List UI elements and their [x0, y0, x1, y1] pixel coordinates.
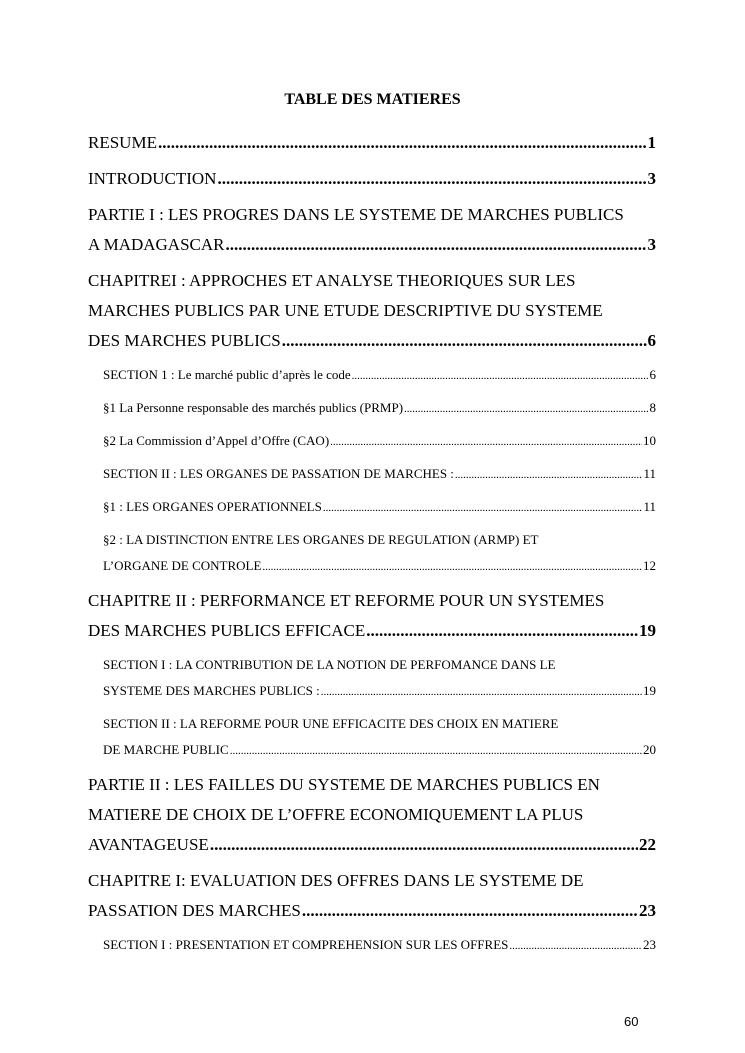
toc-entry-text: L’ORGANE DE CONTROLE: [103, 558, 262, 573]
dot-leader: [158, 128, 647, 158]
toc-page-number: 19: [643, 683, 656, 698]
toc-entry-text: PARTIE I : LES PROGRES DANS LE SYSTEME DE MARCHES PUBLICS: [88, 205, 624, 224]
toc-entry-text: A MADAGASCAR: [88, 235, 225, 254]
toc-page-number: 11: [643, 466, 656, 481]
toc-entry-text: INTRODUCTION: [88, 169, 217, 188]
toc-entry-last-line: [88, 830, 656, 860]
toc-page-number: 20: [643, 742, 656, 757]
toc-entry-text: CHAPITREI : APPROCHES ET ANALYSE THEORIQUES SUR LES: [88, 271, 576, 290]
toc-entry-text: SECTION I : PRESENTATION ET COMPREHENSION SUR LES OFFRES: [103, 937, 509, 952]
toc-page-number: 6: [649, 367, 656, 382]
toc-page-number: 1: [647, 133, 656, 152]
toc-entry-last-line: [103, 737, 656, 764]
toc-entry-last-line: [103, 553, 656, 580]
dot-leader: [321, 679, 642, 705]
toc-entry-last-line: [88, 616, 656, 646]
toc-entry-text: CHAPITRE I: EVALUATION DES OFFRES DANS LE SYSTEME DE: [88, 871, 584, 890]
dot-leader: [352, 363, 649, 389]
dot-leader: [282, 326, 647, 356]
toc-entry-text: §1 La Personne responsable des marchés publics (PRMP): [103, 400, 404, 415]
dot-leader: [366, 616, 638, 646]
toc-entry-last-line: [88, 164, 656, 194]
dot-leader: [455, 462, 643, 488]
toc-page-number: 3: [647, 169, 656, 188]
dot-leader: [509, 933, 642, 959]
toc-entry[interactable]: [103, 461, 656, 488]
toc-entry-text: MARCHES PUBLICS PAR UNE ETUDE DESCRIPTIVE DU SYSTEME: [88, 301, 603, 320]
toc-entry-text: PARTIE II : LES FAILLES DU SYSTEME DE MARCHES PUBLICS EN: [88, 775, 600, 794]
toc-entry[interactable]: [88, 128, 656, 158]
toc-entry[interactable]: [88, 266, 656, 356]
toc-entry[interactable]: [103, 428, 656, 455]
toc-entry-last-line: [103, 428, 656, 455]
page-number: 60: [624, 1014, 639, 1029]
dot-leader: [210, 830, 638, 860]
toc-entry-text: DES MARCHES PUBLICS EFFICACE: [88, 621, 366, 640]
toc-entry-last-line: [103, 494, 656, 521]
toc-entry[interactable]: [103, 711, 656, 764]
dot-leader: [217, 164, 646, 194]
toc-entry-text: §2 : LA DISTINCTION ENTRE LES ORGANES DE REGULATION (ARMP) ET: [103, 532, 539, 547]
toc-page-number: 23: [639, 901, 656, 920]
dot-leader: [330, 429, 642, 455]
dot-leader: [302, 896, 638, 926]
toc-entry[interactable]: [103, 494, 656, 521]
toc-entry[interactable]: [88, 200, 656, 260]
dot-leader: [262, 554, 642, 580]
toc-entry[interactable]: [103, 395, 656, 422]
toc-entry[interactable]: [103, 527, 656, 580]
toc-entry-last-line: [88, 230, 656, 260]
toc-entry-text: §2 La Commission d’Appel d’Offre (CAO): [103, 433, 330, 448]
toc-page-number: 12: [643, 558, 656, 573]
toc-entry-text: SECTION I : LA CONTRIBUTION DE LA NOTION DE PERFOMANCE DANS LE: [103, 657, 556, 672]
toc-entry-last-line: [103, 461, 656, 488]
toc-page-number: 3: [647, 235, 656, 254]
toc-entry-text: DE MARCHE PUBLIC: [103, 742, 229, 757]
toc-page-number: 23: [643, 937, 656, 952]
toc-entry[interactable]: [88, 164, 656, 194]
dot-leader: [230, 738, 642, 764]
toc-entry-last-line: [103, 395, 656, 422]
page-title: TABLE DES MATIERES: [284, 91, 461, 108]
dot-leader: [323, 495, 643, 521]
toc-page-number: 22: [639, 835, 656, 854]
toc-entry[interactable]: [103, 362, 656, 389]
dot-leader: [226, 230, 647, 260]
toc-entry[interactable]: [103, 932, 656, 959]
toc-entry-last-line: [103, 678, 656, 705]
dot-leader: [404, 396, 648, 422]
toc-entry-text: SECTION II : LA REFORME POUR UNE EFFICACITE DES CHOIX EN MATIERE: [103, 716, 559, 731]
toc-entry-last-line: [103, 362, 656, 389]
toc-page-number: 10: [643, 433, 656, 448]
toc-entry[interactable]: [103, 652, 656, 705]
toc-entry-text: DES MARCHES PUBLICS: [88, 331, 281, 350]
toc-page-number: 19: [639, 621, 656, 640]
toc-entry[interactable]: [88, 866, 656, 926]
table-of-contents: [88, 128, 656, 965]
toc-entry-last-line: [88, 326, 656, 356]
toc-entry-last-line: [103, 932, 656, 959]
toc-page-number: 6: [647, 331, 656, 350]
toc-entry-text: SECTION 1 : Le marché public d’après le code: [103, 367, 351, 382]
toc-entry-text: SYSTEME DES MARCHES PUBLICS :: [103, 683, 320, 698]
toc-entry-text: SECTION II : LES ORGANES DE PASSATION DE MARCHES :: [103, 466, 454, 481]
toc-entry-last-line: [88, 128, 656, 158]
toc-entry-text: §1 : LES ORGANES OPERATIONNELS: [103, 499, 322, 514]
toc-entry-text: AVANTAGEUSE: [88, 835, 209, 854]
toc-entry-last-line: [88, 896, 656, 926]
toc-entry-text: CHAPITRE II : PERFORMANCE ET REFORME POUR UN SYSTEMES: [88, 591, 605, 610]
toc-entry-text: PASSATION DES MARCHES: [88, 901, 301, 920]
toc-entry-text: MATIERE DE CHOIX DE L’OFFRE ECONOMIQUEMENT LA PLUS: [88, 805, 584, 824]
toc-page-number: 8: [649, 400, 656, 415]
toc-entry[interactable]: [88, 770, 656, 860]
toc-entry[interactable]: [88, 586, 656, 646]
toc-page-number: 11: [643, 499, 656, 514]
toc-entry-text: RESUME: [88, 133, 157, 152]
